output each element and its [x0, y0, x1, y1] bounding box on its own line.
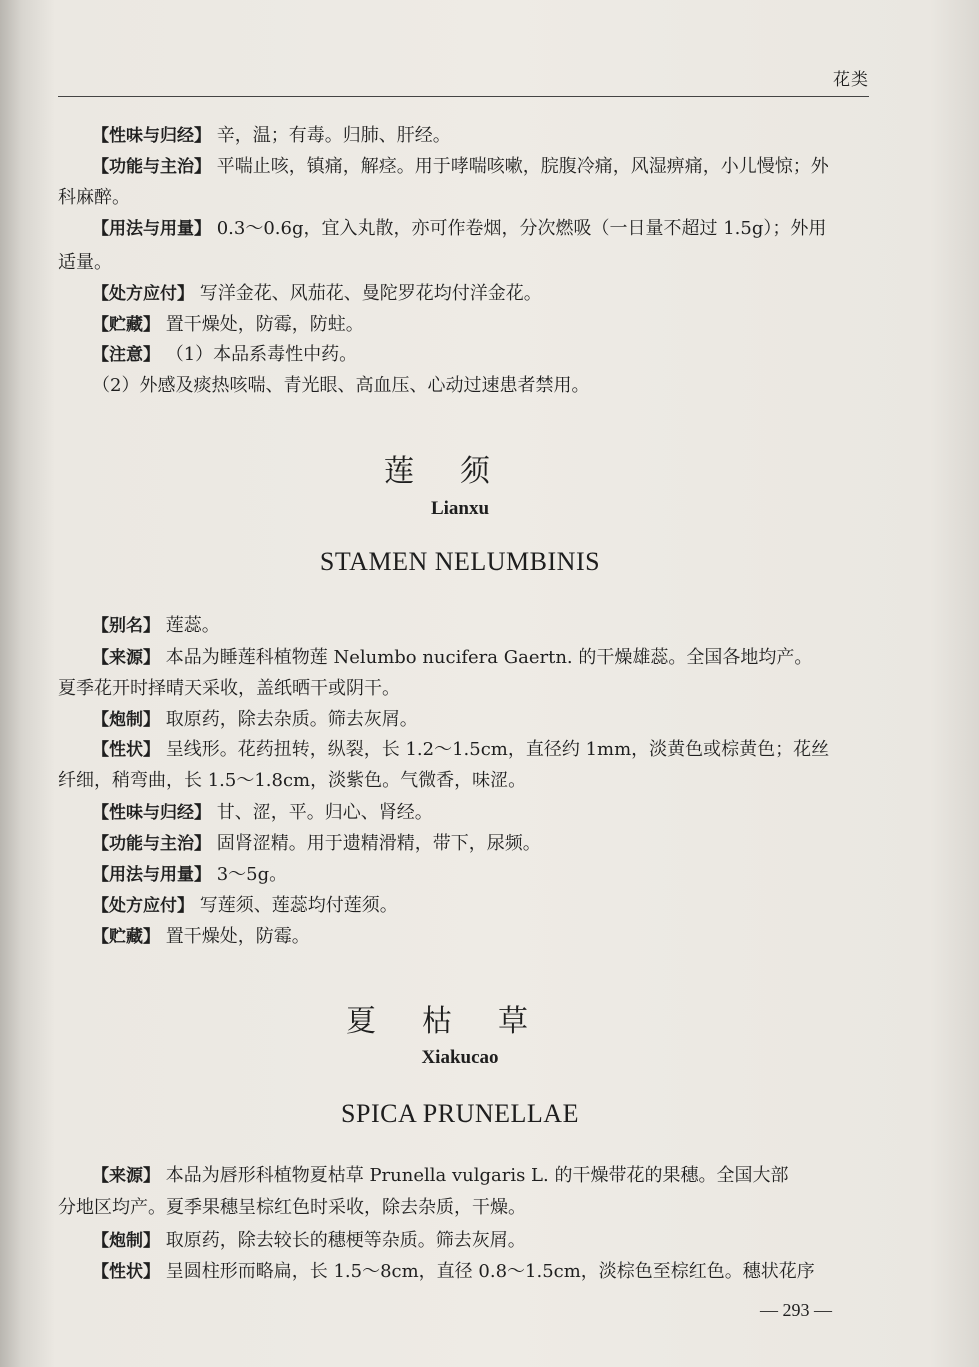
entry-label: 【来源】	[92, 648, 160, 668]
entry-text: 固肾涩精。用于遗精滑精，带下，尿频。	[211, 833, 541, 854]
entry-label: 【用法与用量】	[92, 865, 211, 885]
entry-text: 写洋金花、风茄花、曼陀罗花均付洋金花。	[194, 283, 542, 304]
entry-text: 写莲须、莲蕊均付莲须。	[194, 895, 398, 916]
entry-pinyin: Lianxu	[430, 498, 490, 519]
entry-text: 分地区均产。夏季果穗呈棕红色时采收，除去杂质，干燥。	[58, 1197, 526, 1218]
entry-label: 【注意】	[92, 345, 160, 365]
entry-label: 【性味与归经】	[92, 803, 211, 823]
text-line	[92, 614, 220, 638]
entry-label: 【处方应付】	[92, 284, 194, 304]
entry-label: 【炮制】	[92, 1231, 160, 1251]
text-line	[58, 1196, 526, 1220]
text-line	[58, 769, 526, 793]
entry-text: 莲蕊。	[160, 615, 220, 636]
text-line	[92, 155, 829, 179]
entry-label: 【来源】	[92, 1166, 160, 1186]
entry-text: 呈线形。花药扭转，纵裂，长 1.2～1.5cm，直径约 1mm，淡黄色或棕黄色；花丝	[160, 739, 830, 760]
running-header	[58, 66, 869, 97]
text-line	[58, 251, 112, 275]
entry-text: 0.3～0.6g，宜入丸散，亦可作卷烟，分次燃吸（一日量不超过 1.5g）；外用	[211, 218, 827, 239]
entry-text: 置干燥处，防霉。	[160, 926, 310, 947]
entry-label: 【功能与主治】	[92, 834, 211, 854]
entry-text: 科麻醉。	[58, 187, 130, 208]
running-header-title: 花类	[833, 70, 869, 90]
entry-text: （1）本品系毒性中药。	[160, 344, 358, 365]
text-line	[92, 1229, 526, 1253]
text-line	[92, 894, 398, 918]
text-line	[92, 801, 433, 825]
text-line	[92, 863, 287, 887]
text-line	[92, 832, 541, 856]
text-line	[92, 313, 364, 337]
text-line	[92, 217, 826, 241]
entry-label: 【用法与用量】	[92, 219, 211, 239]
text-line	[92, 708, 418, 732]
entry-label: 【性状】	[92, 740, 160, 760]
entry-text: 辛，温；有毒。归肺、肝经。	[211, 125, 451, 146]
entry-label: 【贮藏】	[92, 315, 160, 335]
entry-text: 平喘止咳，镇痛，解痉。用于哮喘咳嗽，脘腹冷痛，风湿痹痛，小儿慢惊；外	[211, 156, 829, 177]
text-line	[92, 1164, 788, 1188]
entry-label: 【处方应付】	[92, 896, 194, 916]
entry-text: 取原药，除去杂质。筛去灰屑。	[160, 709, 418, 730]
entry-label: 【别名】	[92, 616, 160, 636]
entry-text: 夏季花开时择晴天采收，盖纸晒干或阴干。	[58, 678, 400, 699]
entry-label: 【贮藏】	[92, 927, 160, 947]
text-line	[58, 186, 130, 210]
entry-text: 本品为睡莲科植物莲 Nelumbo nucifera Gaertn. 的干燥雄蕊。全国各地均产。	[160, 647, 813, 668]
entry-chinese-title: 夏枯草	[346, 1004, 574, 1039]
entry-text: 呈圆柱形而略扁，长 1.5～8cm，直径 0.8～1.5cm，淡棕色至棕红色。穗状花序	[160, 1261, 815, 1282]
text-line	[92, 738, 829, 762]
page-number: — 293 —	[760, 1300, 832, 1320]
entry-text: 3～5g。	[211, 864, 288, 885]
entry-pinyin: Xiakucao	[421, 1047, 499, 1068]
entry-latin-name: SPICA PRUNELLAE	[341, 1099, 579, 1128]
text-line	[92, 1260, 815, 1284]
text-line	[92, 374, 589, 398]
text-line	[92, 646, 812, 670]
text-line	[92, 124, 451, 148]
entry-label: 【炮制】	[92, 710, 160, 730]
text-line	[92, 925, 310, 949]
text-line	[92, 282, 542, 306]
entry-label: 【性味与归经】	[92, 126, 211, 146]
entry-text: 纤细，稍弯曲，长 1.5～1.8cm，淡紫色。气微香，味涩。	[58, 770, 527, 791]
entry-text: 甘、涩，平。归心、肾经。	[211, 802, 433, 823]
entry-text: 置干燥处，防霉，防蛀。	[160, 314, 364, 335]
text-line	[58, 677, 400, 701]
entry-label: 【功能与主治】	[92, 157, 211, 177]
entry-text: 本品为唇形科植物夏枯草 Prunella vulgaris L. 的干燥带花的果穗。全国大部	[160, 1165, 789, 1186]
entry-text: （2）外感及痰热咳喘、青光眼、高血压、心动过速患者禁用。	[92, 375, 590, 396]
entry-chinese-title: 莲须	[384, 454, 536, 489]
entry-latin-name: STAMEN NELUMBINIS	[319, 547, 601, 576]
entry-text: 取原药，除去较长的穗梗等杂质。筛去灰屑。	[160, 1230, 526, 1251]
entry-text: 适量。	[58, 252, 112, 273]
entry-label: 【性状】	[92, 1262, 160, 1282]
text-line	[92, 343, 357, 367]
